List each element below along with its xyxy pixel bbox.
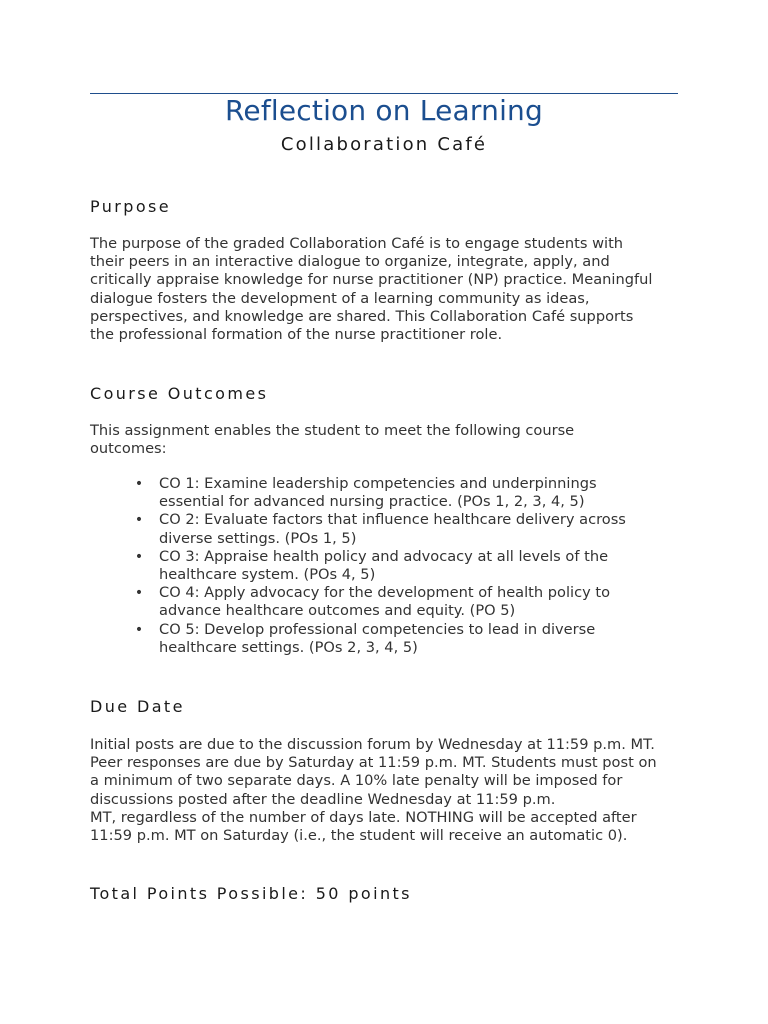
purpose-line: the professional formation of the nurse practitioner role. <box>90 326 503 344</box>
bullet-icon: • <box>134 476 144 492</box>
due-date-line: Peer responses are due by Saturday at 11:59 p.m. MT. Students must post on <box>90 754 657 772</box>
course-outcomes-intro-line: This assignment enables the student to meet the following course <box>90 422 575 439</box>
bullet-icon: • <box>134 585 144 602</box>
purpose-line: The purpose of the graded Collaboration Café is to engage students with <box>90 235 624 252</box>
course-outcomes-list <box>90 475 747 657</box>
list-item <box>134 547 747 584</box>
purpose-line: perspectives, and knowledge are shared. This Collaboration Café supports <box>90 307 634 325</box>
outcome-line: CO 2: Evaluate factors that influence healthcare delivery across <box>159 511 626 529</box>
outcome-line: CO 4: Apply advocacy for the development of health policy to <box>159 584 611 602</box>
purpose-line: critically appraise knowledge for nurse practitioner (NP) practice. Meaningful <box>90 271 653 289</box>
due-date-line: discussions posted after the deadline Wednesday at 11:59 p.m. <box>90 790 556 808</box>
outcome-line: CO 3: Appraise health policy and advocacy at all levels of the <box>159 547 609 565</box>
document-subtitle: Collaboration Café <box>280 134 488 155</box>
outcome-line: healthcare system. (POs 4, 5) <box>159 566 376 584</box>
due-date-paragraph <box>90 736 678 845</box>
bullet-icon: • <box>134 512 144 529</box>
course-outcomes-intro <box>90 422 678 458</box>
due-date-line: MT, regardless of the number of days late. NOTHING will be accepted after <box>90 808 637 826</box>
outcome-line: CO 5: Develop professional competencies to lead in diverse <box>159 620 596 638</box>
list-item <box>134 584 747 620</box>
course-outcomes-heading: Course Outcomes <box>90 384 269 403</box>
document-title: Reflection on Learning <box>225 94 543 127</box>
list-item <box>134 475 747 511</box>
due-date-line: Initial posts are due to the discussion forum by Wednesday at 11:59 p.m. MT. <box>90 736 655 753</box>
bullet-icon: • <box>134 548 144 565</box>
due-date-line: a minimum of two separate days. A 10% late penalty will be imposed for <box>90 772 623 790</box>
due-date-heading: Due Date <box>90 697 185 716</box>
outcome-line: healthcare settings. (POs 2, 3, 4, 5) <box>159 638 418 656</box>
outcome-line: CO 1: Examine leadership competencies and underpinnings <box>159 475 597 492</box>
purpose-line: dialogue fosters the development of a learning community as ideas, <box>90 289 590 307</box>
bullet-icon: • <box>134 621 144 638</box>
purpose-heading: Purpose <box>90 197 172 216</box>
purpose-line: their peers in an interactive dialogue to organize, integrate, apply, and <box>90 253 610 271</box>
total-points-heading: Total Points Possible: 50 points <box>90 884 412 903</box>
course-outcomes-intro-line: outcomes: <box>90 440 167 458</box>
purpose-paragraph <box>90 235 678 344</box>
outcome-line: advance healthcare outcomes and equity. (PO 5) <box>159 602 516 620</box>
list-item <box>134 620 747 657</box>
list-item <box>134 511 747 547</box>
outcome-line: essential for advanced nursing practice. (POs 1, 2, 3, 4, 5) <box>159 493 585 511</box>
outcome-line: diverse settings. (POs 1, 5) <box>159 529 357 547</box>
due-date-line: 11:59 p.m. MT on Saturday (i.e., the student will receive an automatic 0). <box>90 827 628 845</box>
